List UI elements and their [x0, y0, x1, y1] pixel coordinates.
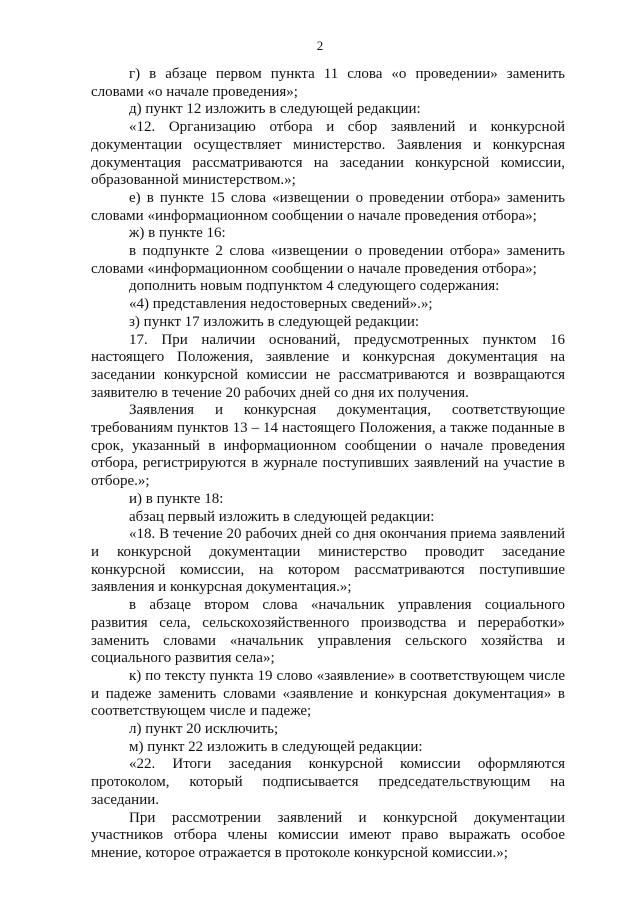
paragraph-subpoint-2: в подпункте 2 слова «извещении о проведении отбора» заменить словами «информационном сообщении о начале проведения отбора»;	[91, 243, 565, 277]
paragraph-point-17: 17. При наличии оснований, предусмотренных пунктом 16 настоящего Положения, заявление и конкурсная документация на заседании конкурсной комиссии не рассматриваются и возвращаются заявителю в течение 20 рабочих дней со дня их получения.	[91, 331, 565, 401]
paragraph-z: з) пункт 17 изложить в следующей редакции:	[129, 313, 420, 330]
paragraph-point-12: «12. Организацию отбора и сбор заявлений и конкурсной документации осуществляет министерство. Заявления и конкурсная документация рассматриваются на заседании конкурсной комиссии, образованной министерством.»;	[91, 119, 565, 189]
paragraph-subpoint-4-text: «4) представления недостоверных сведений».»;	[129, 296, 433, 313]
paragraph-point-18: «18. В течение 20 рабочих дней со дня окончания приема заявлений и конкурсной документации министерство проводит заседание конкурсной комиссии, на котором рассматриваются поступившие заявления и конкурсная документация.»;	[91, 526, 565, 596]
document-body	[91, 66, 565, 863]
paragraph-i: и) в пункте 18:	[129, 490, 224, 507]
paragraph-g: г) в абзаце первом пункта 11 слова «о проведении» заменить словами «о начале проведения»;	[91, 66, 565, 100]
paragraph-l: л) пункт 20 исключить;	[129, 721, 279, 738]
paragraph-d: д) пункт 12 изложить в следующей редакции:	[129, 101, 421, 118]
paragraph-zh: ж) в пункте 16:	[129, 225, 226, 242]
paragraph-e: е) в пункте 15 слова «извещении о проведении отбора» заменить словами «информационном сообщении о начале проведения отбора»;	[91, 189, 565, 224]
page-number: 2	[316, 38, 324, 53]
paragraph-m: м) пункт 22 изложить в следующей редакции:	[129, 738, 423, 755]
paragraph-point-22: «22. Итоги заседания конкурсной комиссии оформляются протоколом, который подписывается председательствующим на заседании.	[91, 756, 565, 808]
paragraph-k: к) по тексту пункта 19 слово «заявление» в соответствующем числе и падеже заменить словами «заявление и конкурсная документация» в соответствующем числе и падеже;	[91, 667, 565, 720]
paragraph-first-abzac: абзац первый изложить в следующей редакции:	[129, 508, 435, 525]
paragraph-second-abzac: в абзаце втором слова «начальник управления социального развития села, сельскохозяйственного производства и переработки» заменить словами «начальник управления сельского хозяйства и социального развития села»;	[91, 597, 565, 667]
paragraph-point-22-second: При рассмотрении заявлений и конкурсной документации участников отбора члены комиссии имеют право выражать особое мнение, которое отражается в протоколе конкурсной комиссии.»;	[91, 809, 565, 861]
paragraph-point-17-second: Заявления и конкурсная документация, соответствующие требованиям пунктов 13 – 14 настоящего Положения, а также поданные в срок, указанный в информационном сообщении о начале проведения отбора, регистрируются в журнале поступивших заявлений на участие в отборе.»;	[91, 402, 565, 490]
paragraph-add-subpoint-4: дополнить новым подпунктом 4 следующего содержания:	[129, 278, 500, 295]
